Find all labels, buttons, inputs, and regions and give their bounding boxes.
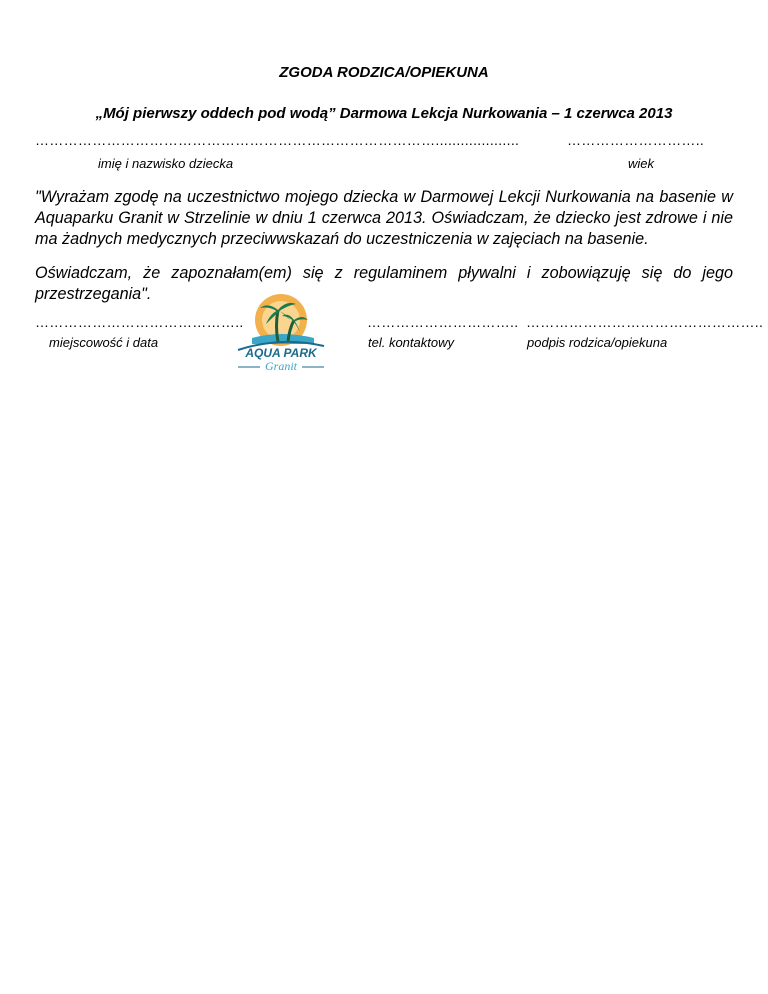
logo-sub-text: Granit xyxy=(264,359,298,373)
place-date-label: miejscowość i data xyxy=(49,335,159,350)
document-title: ZGODA RODZICA/OPIEKUNA xyxy=(279,64,489,81)
regulations-paragraph: Oświadczam, że zapoznałam(em) się z regulaminem pływalni i zobowiązuję się do jego przestrzegania". xyxy=(35,264,733,303)
signature-line: ………………………………………….. xyxy=(526,314,764,330)
phone-label: tel. kontaktowy xyxy=(368,335,454,350)
child-name-label: imię i nazwisko dziecka xyxy=(98,156,234,171)
signature-label: podpis rodzica/opiekuna xyxy=(527,335,668,350)
phone-line: ………………………….. xyxy=(367,314,519,330)
place-date-line: …………………………………….. xyxy=(35,314,244,330)
child-name-line: ………………………………………………………………………….................... xyxy=(35,132,520,148)
age-label: wiek xyxy=(628,156,655,171)
age-line: ……………………….. xyxy=(567,132,705,148)
aquapark-granit-logo xyxy=(234,294,328,374)
consent-paragraph: "Wyrażam zgodę na uczestnictwo mojego dziecka w Darmowej Lekcji Nurkowania na basenie w Aquaparku Granit w Strzelinie w dniu 1 czerwca 2013. Oświadczam, że dziecko jest zdrowe i nie ma żadnych medycznych przeciwwskazań do uczestniczenia w zajęciach na basenie. xyxy=(35,188,733,248)
event-subtitle: „Mój pierwszy oddech pod wodą” Darmowa Lekcja Nurkowania – 1 czerwca 2013 xyxy=(95,105,673,122)
logo-brand-text: AQUA PARK xyxy=(245,346,317,360)
